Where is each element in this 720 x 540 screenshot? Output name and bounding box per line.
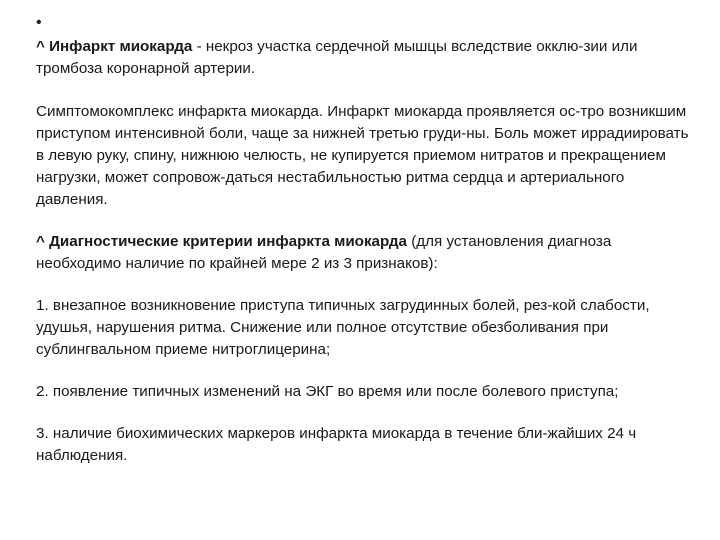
slide-content bbox=[36, 14, 696, 487]
criterion-item-1: 1. внезапное возникновение приступа типичных загрудинных болей, рез-кой слабости, удушья, нарушения ритма. Снижение или полное отсутствие обезболивания при сублингвальном приеме нитроглицерина; bbox=[36, 297, 650, 358]
symptoms-paragraph: Симптомокомплекс инфаркта миокарда. Инфаркт миокарда проявляется ос-тро возникшим приступом интенсивной боли, чаще за нижней третью груди-ны. Боль может иррадиировать в левую руку, спину, нижнюю челюсть, не купируется приемом нитратов и прекращением нагрузки, может сопровож-даться нестабильностью ритма сердца и артериального давления. bbox=[36, 103, 689, 208]
criteria-marker: ^ bbox=[36, 233, 50, 250]
definition-marker: ^ bbox=[36, 38, 50, 55]
definition-paragraph bbox=[36, 36, 696, 80]
criterion-item-3: 3. наличие биохимических маркеров инфаркта миокарда в течение бли-жайших 24 ч наблюдения. bbox=[36, 425, 637, 464]
criteria-text: (для установления диагноза необходимо наличие по крайней мере 2 из 3 признаков): bbox=[36, 233, 612, 272]
criterion-item-2: 2. появление типичных изменений на ЭКГ во время или после болевого приступа; bbox=[36, 383, 619, 400]
criteria-paragraph bbox=[36, 231, 696, 275]
definition-text: - некроз участка сердечной мышцы вследствие окклю-зии или тромбоза коронарной артерии. bbox=[36, 38, 638, 77]
bullet-marker: • bbox=[36, 14, 42, 31]
criteria-heading: Диагностические критерии инфаркта миокарда bbox=[49, 233, 407, 250]
definition-term: Инфаркт миокарда bbox=[49, 38, 193, 55]
